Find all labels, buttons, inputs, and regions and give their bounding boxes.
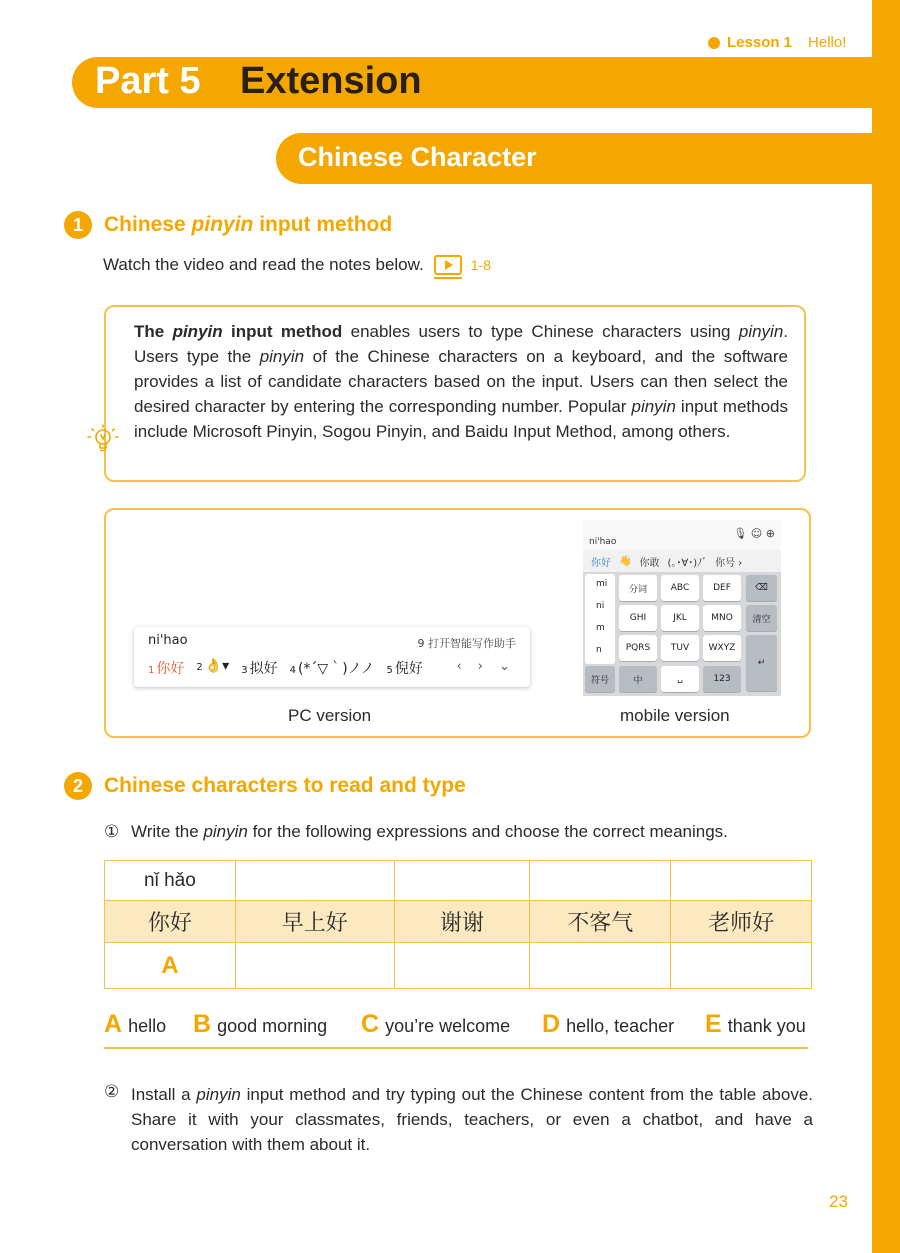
answer-cell[interactable] (235, 943, 394, 989)
mobile-candidate[interactable]: 你敢 (639, 557, 660, 569)
pc-candidate[interactable] (148, 658, 184, 678)
symbols-key[interactable]: 符号 (585, 666, 615, 692)
video-instruction (103, 255, 491, 275)
key-mno[interactable]: MNO (703, 605, 741, 631)
video-play-icon[interactable] (434, 255, 462, 275)
note-bold-post: input method (222, 322, 343, 341)
key-tuv[interactable]: TUV (661, 635, 699, 661)
pc-ime-pinyin: ni'hao (148, 633, 188, 648)
question-1-text (131, 822, 728, 842)
pc-candidate[interactable] (387, 658, 423, 678)
pc-ime-candidates (148, 658, 435, 678)
note-text-3: of the Chinese characters on a keyboard, and the software provides a list of candidate characters based on the input. Users can then select the desired character by entering the corresponding number. Popular (134, 347, 789, 416)
mobile-kb-toolbar-icons[interactable]: 🎙 ☺ ⊕ (733, 527, 775, 540)
meaning-text: hello (128, 1016, 167, 1036)
mobile-kb-pinyin: ni'hao (589, 537, 617, 547)
key-split[interactable]: 分词 (619, 575, 657, 601)
note-text-2: . Users type the (134, 322, 789, 366)
enter-key[interactable]: ↵ (746, 635, 777, 691)
lesson-tag (708, 34, 846, 51)
section2-number: 2 (64, 772, 92, 800)
pc-candidate-num: 5 (386, 665, 393, 676)
pinyin-cell[interactable] (671, 861, 812, 901)
key-wxyz[interactable]: WXYZ (703, 635, 741, 661)
video-code[interactable]: 1-8 (470, 257, 491, 273)
character-cell: 早上好 (235, 901, 394, 943)
pc-candidate-num: 2 (196, 662, 203, 673)
note-text (134, 319, 788, 444)
section1-title-em: pinyin (191, 213, 254, 236)
section-title: Chinese Character (298, 142, 537, 172)
pc-candidate-num: 3 (241, 665, 248, 676)
q2-post: input method and try typing out the Chinese content from the table above. Share it with your classmates, friends, teachers, or even a chatbot, and have a conversation with them about it. (131, 1085, 813, 1154)
q1-em: pinyin (203, 822, 248, 841)
section1-title-post: input method (253, 213, 393, 236)
meaning-text: hello, teacher (566, 1016, 675, 1036)
note-em-1: pinyin (738, 322, 784, 341)
meanings-legend (104, 1010, 812, 1038)
legend-divider (104, 1047, 808, 1049)
part-number: Part 5 (95, 60, 201, 102)
key-ghi[interactable]: GHI (619, 605, 657, 631)
section1-title-pre: Chinese (104, 213, 192, 236)
q2-pre: Install a (131, 1085, 197, 1104)
mobile-kb-syllable-list (585, 574, 615, 664)
q1-post: for the following expressions and choose the correct meanings. (247, 822, 728, 841)
answer-cell[interactable] (530, 943, 671, 989)
character-cell: 老师好 (671, 901, 812, 943)
syllable-option[interactable]: n (596, 645, 602, 655)
question-1-number: ① (104, 822, 120, 841)
pinyin-cell[interactable] (394, 861, 530, 901)
key-pqrs[interactable]: PQRS (619, 635, 657, 661)
lightbulb-icon (86, 423, 120, 457)
meaning-option (705, 1010, 806, 1039)
question-2-text (131, 1082, 813, 1157)
page-number: 23 (829, 1192, 848, 1211)
pc-ime-assist[interactable]: 9 打开智能写作助手 (417, 637, 516, 650)
mobile-candidate[interactable]: 你好 (591, 557, 611, 569)
pc-candidate-text: 倪好 (394, 661, 423, 677)
pc-candidate-text: 拟好 (249, 661, 278, 677)
mobile-keyboard (583, 520, 781, 696)
mobile-kb-candidates (583, 550, 781, 572)
q2-em: pinyin (196, 1085, 241, 1104)
note-em-3: pinyin (631, 397, 676, 416)
meaning-option (104, 1010, 166, 1039)
note-text-4: input methods include Microsoft Pinyin, Sogou Pinyin, and Baidu Input Method, among others. (134, 397, 788, 441)
space-key[interactable]: ␣ (661, 666, 699, 692)
key-abc[interactable]: ABC (661, 575, 699, 601)
pc-ime-nav-arrows-icon[interactable]: ‹ › ⌄ (456, 659, 516, 674)
key-jkl[interactable]: JKL (661, 605, 699, 631)
lesson-number: Lesson 1 (727, 34, 793, 51)
language-key[interactable]: 中 (619, 666, 657, 692)
section1-title (104, 213, 392, 237)
meaning-text: you’re welcome (385, 1016, 511, 1036)
syllable-option[interactable]: mi (596, 579, 608, 589)
character-row (105, 901, 812, 943)
mobile-candidate[interactable]: 你号 › (715, 557, 743, 569)
expressions-table (104, 860, 812, 989)
mobile-candidate[interactable]: 👋 (619, 555, 632, 567)
pinyin-cell[interactable] (530, 861, 671, 901)
syllable-option[interactable]: ni (596, 601, 605, 611)
question-2-number: ② (104, 1082, 120, 1101)
meaning-letter: B (193, 1010, 212, 1038)
q1-pre: Write the (131, 822, 204, 841)
section2-title: Chinese characters to read and type (104, 774, 466, 797)
page-edge-strip (872, 0, 900, 1253)
pinyin-cell[interactable]: nǐ hǎo (105, 861, 236, 901)
part-title: Extension (240, 60, 422, 102)
pc-candidate[interactable] (196, 658, 229, 678)
bullet-dot-icon (708, 37, 720, 49)
lesson-title: Hello! (808, 34, 847, 51)
note-bold (134, 322, 342, 341)
pc-candidate-text: 👌▾ (204, 658, 230, 674)
mobile-kb-topbar (583, 520, 781, 550)
note-bold-pre: The (134, 322, 173, 341)
meaning-option (361, 1010, 510, 1039)
numbers-key[interactable]: 123 (703, 666, 741, 692)
note-text-1: enables users to type Chinese characters using (342, 322, 739, 341)
meaning-option (542, 1010, 674, 1039)
note-box (104, 305, 806, 482)
note-em-2: pinyin (259, 347, 305, 366)
answer-cell[interactable] (671, 943, 812, 989)
mobile-candidate[interactable]: (｡･∀･)ﾉﾞ (667, 557, 708, 569)
syllable-option[interactable]: m (596, 623, 605, 633)
pc-candidate[interactable] (241, 658, 277, 678)
note-bold-em: pinyin (172, 322, 223, 341)
pc-ime-window (134, 627, 530, 687)
pc-candidate-num: 4 (289, 665, 296, 676)
pinyin-row (105, 861, 812, 901)
pc-candidate-text: (*´▽｀)ノノ (297, 661, 375, 677)
answer-cell[interactable]: A (105, 943, 236, 989)
section1-heading (64, 211, 392, 239)
pc-candidate[interactable] (290, 658, 375, 678)
pc-candidate-num: 1 (148, 665, 155, 676)
meaning-option (193, 1010, 327, 1039)
meaning-letter: A (104, 1010, 123, 1038)
pc-caption: PC version (288, 706, 372, 725)
meaning-letter: D (542, 1010, 561, 1038)
pinyin-cell[interactable] (235, 861, 394, 901)
character-cell: 你好 (105, 901, 236, 943)
meaning-letter: C (361, 1010, 380, 1038)
pc-candidate-text: 你好 (156, 661, 185, 677)
section2-heading (64, 772, 466, 800)
character-cell: 不客气 (530, 901, 671, 943)
backspace-key[interactable]: ⌫ (746, 575, 777, 601)
meaning-text: thank you (727, 1016, 806, 1036)
character-cell: 谢谢 (394, 901, 530, 943)
answer-cell[interactable] (394, 943, 530, 989)
instruction-text: Watch the video and read the notes below. (103, 255, 424, 274)
key-def[interactable]: DEF (703, 575, 741, 601)
mobile-caption: mobile version (620, 706, 730, 725)
meaning-letter: E (705, 1010, 722, 1038)
section1-number: 1 (64, 211, 92, 239)
section-banner (276, 133, 876, 184)
part-banner (72, 57, 877, 108)
answer-row (105, 943, 812, 989)
meaning-text: good morning (217, 1016, 328, 1036)
clear-key[interactable]: 清空 (746, 605, 777, 631)
